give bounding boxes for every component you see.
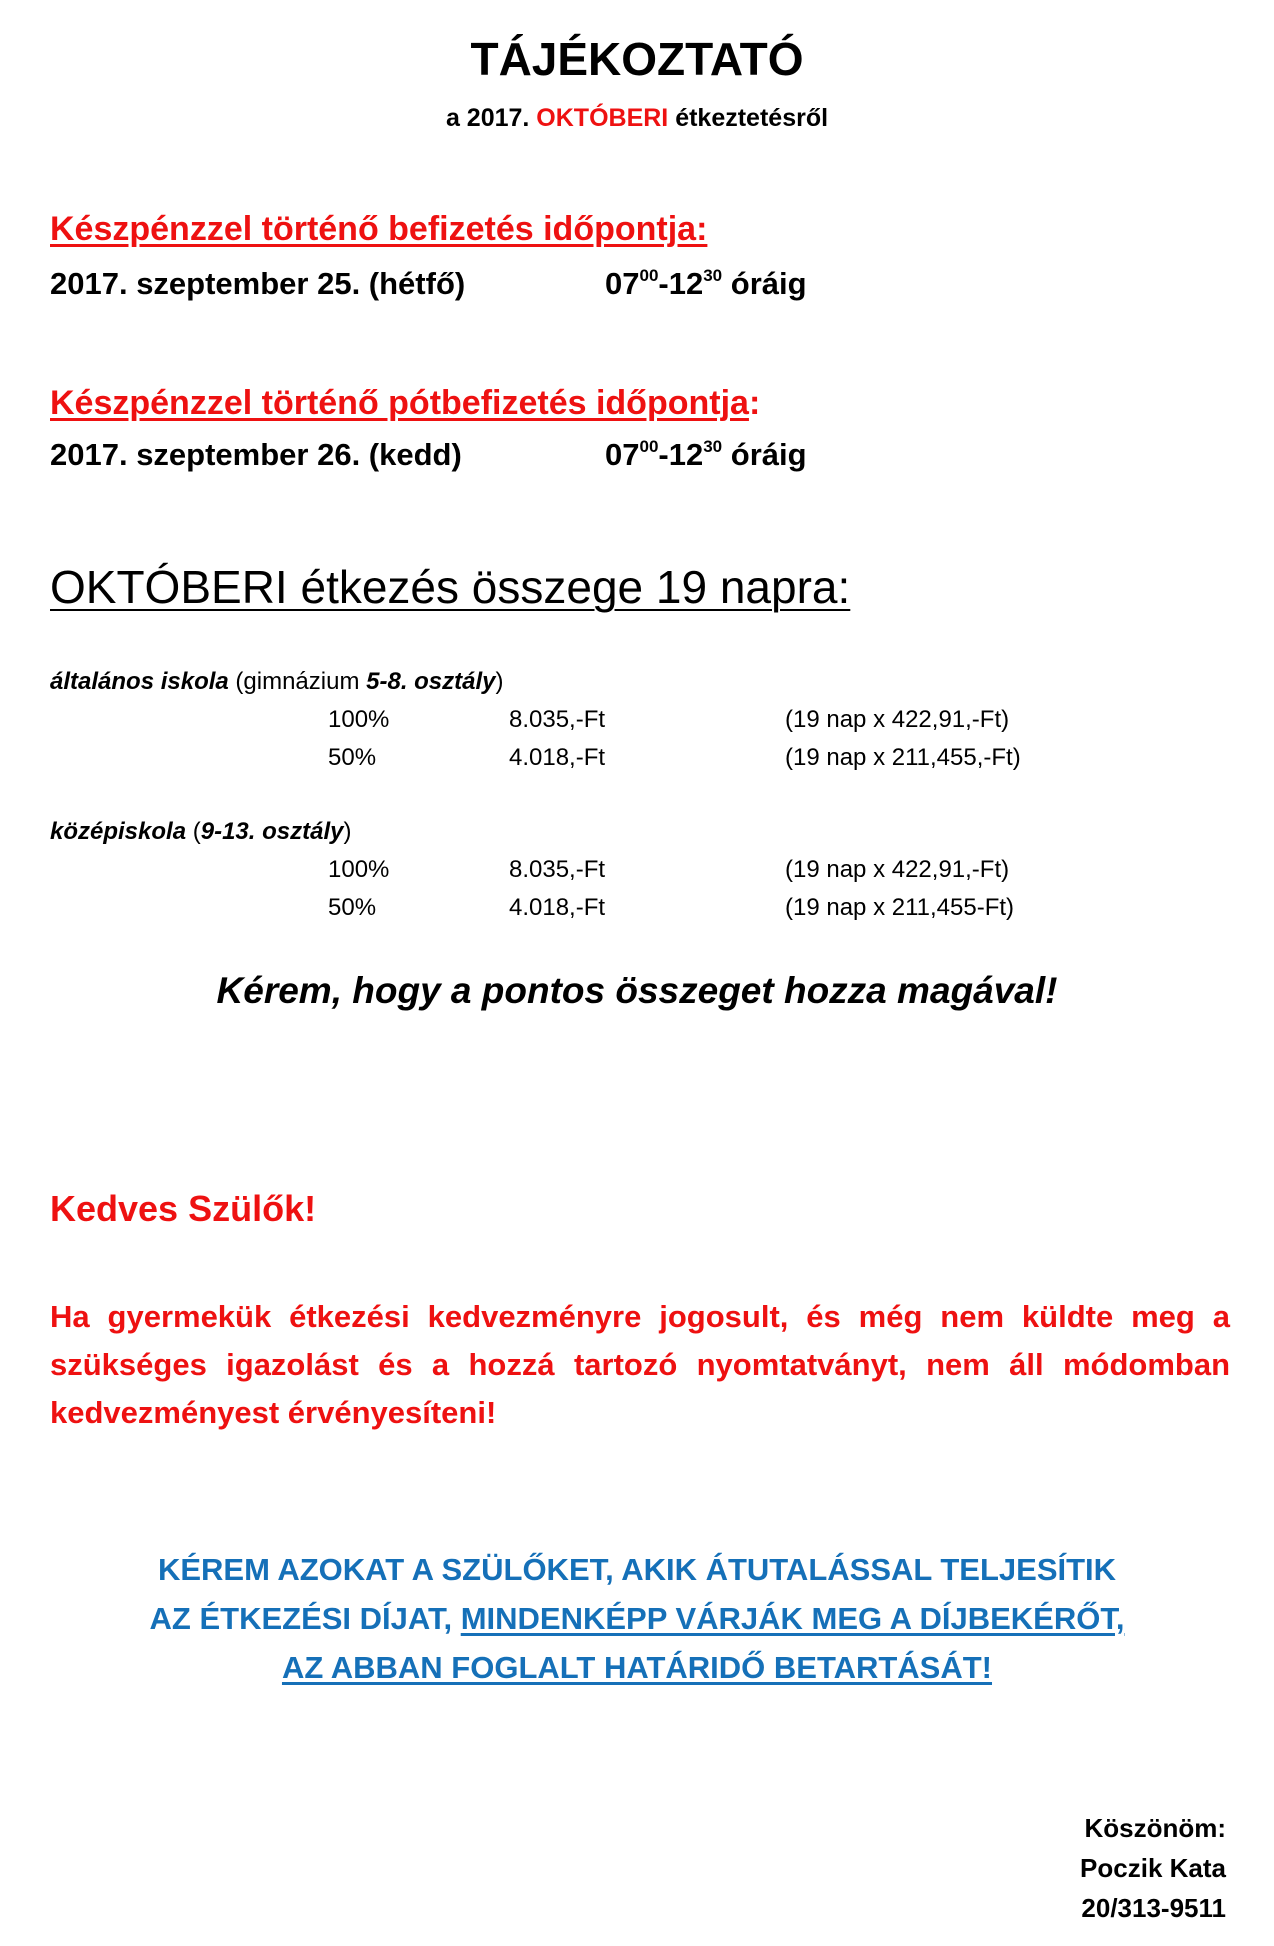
fee-percent: 100% [328,856,390,883]
fee-percent: 50% [328,744,377,771]
transfer-notice-line1: KÉREM AZOKAT A SZÜLŐKET, AKIK ÁTUTALÁSSAL TELJESÍTIK [157,1552,1117,1587]
extra-payment-heading: Készpénzzel történő pótbefizetés időpontja: [50,384,761,422]
fee-calculation: (19 nap x 211,455,-Ft) [785,744,1021,771]
page-subtitle [0,104,1274,133]
fee-percent: 50% [328,894,377,921]
page-title: TÁJÉKOZTATÓ [470,33,804,85]
category-primary-school: általános iskola (gimnázium 5-8. osztály) [50,668,504,695]
exact-amount-note: Kérem, hogy a pontos összeget hozza magával! [216,970,1058,1011]
extra-payment-date-line [50,437,807,473]
subtitle-suffix: étkeztetésről [668,104,829,132]
extra-payment-date: 2017. szeptember 26. (kedd) [50,437,462,472]
payment-heading: Készpénzzel történő befizetés időpontja: [50,210,708,248]
subtitle-prefix: a 2017. [445,104,537,132]
transfer-notice-line3: AZ ABBAN FOGLALT HATÁRIDŐ BETARTÁSÁT! [281,1650,993,1685]
amount-heading: OKTÓBERI étkezés összege 19 napra: [50,561,851,613]
payment-date: 2017. szeptember 25. (hétfő) [50,266,466,301]
discount-paragraph: Ha gyermekük étkezési kedvezményre jogosult, és még nem küldte meg a szükséges igazolást és a hozzá tartozó nyomtatványt, nem áll módomban kedvezményest érvényesíteni! [50,1299,1230,1430]
extra-payment-time: $07^{00}-12^{30}$ óráig [605,437,807,472]
fee-amount: 8.035,-Ft [509,856,606,883]
category-secondary-school: középiskola (9-13. osztály) [50,818,352,845]
fee-calculation: (19 nap x 422,91,-Ft) [785,856,1010,883]
signature-name: Poczik Kata [1080,1853,1226,1883]
fee-calculation: (19 nap x 211,455-Ft) [785,894,1015,921]
subtitle-month: OKTÓBERI [536,104,669,132]
transfer-notice-line2: AZ ÉTKEZÉSI DÍJAT, MINDENKÉPP VÁRJÁK MEG A DÍJBEKÉRŐT, [149,1601,1125,1636]
greeting: Kedves Szülők! [50,1188,317,1229]
fee-amount: 4.018,-Ft [509,744,606,771]
payment-time: $07^{00}-12^{30}$ óráig [605,266,807,301]
payment-date-line [50,266,807,302]
fee-amount: 8.035,-Ft [509,706,606,733]
fee-amount: 4.018,-Ft [509,894,606,921]
fee-calculation: (19 nap x 422,91,-Ft) [785,706,1010,733]
signature-phone: 20/313-9511 [1081,1893,1226,1923]
fee-percent: 100% [328,706,390,733]
signature [1080,1808,1226,1928]
signature-thanks: Köszönöm: [1084,1813,1226,1843]
